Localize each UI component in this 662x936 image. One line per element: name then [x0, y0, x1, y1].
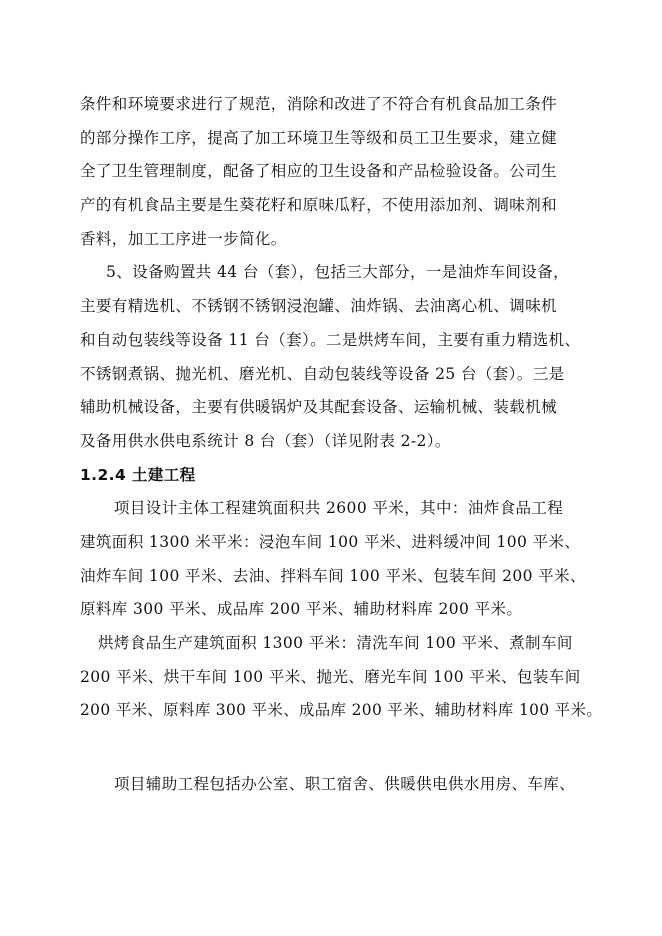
para2-line-1: 5、设备购置共 44 台（套），包括三大部分，一是油炸车间设备， — [106, 263, 569, 281]
para3-line-4: 原料库 300 平米、成品库 200 平米、辅助材料库 200 平米。 — [80, 600, 523, 618]
para4-line-3: 200 平米、原料库 300 平米、成品库 200 平米、辅助材料库 100 平米。 — [80, 701, 603, 719]
para4-line-1: 烘烤食品生产建筑面积 1300 平米：清洗车间 100 平米、煮制车间 — [98, 634, 573, 652]
para1-line-1: 条件和环境要求进行了规范，消除和改进了不符合有机食品加工条件 — [80, 95, 558, 113]
para1-line-4: 产的有机食品主要是生葵花籽和原味瓜籽，不使用添加剂、调味剂和 — [80, 196, 558, 214]
para1-line-5: 香料，加工工序进一步简化。 — [80, 230, 287, 248]
para2-line-3: 和自动包装线等设备 11 台（套）。二是烘烤车间，主要有重力精选机、 — [80, 331, 581, 349]
para2-line-5: 辅助机械设备，主要有供暖锅炉及其配套设备、运输机械、装载机械 — [80, 398, 558, 416]
para2-line-4: 不锈钢煮锅、抛光机、磨光机、自动包装线等设备 25 台（套）。三是 — [80, 365, 565, 383]
para2-line-2: 主要有精选机、不锈钢不锈钢浸泡罐、油炸锅、去油离心机、调味机 — [80, 297, 558, 315]
para1-line-3: 全了卫生管理制度，配备了相应的卫生设备和产品检验设备。公司生 — [80, 162, 558, 180]
para4-line-2: 200 平米、烘干车间 100 平米、抛光、磨光车间 100 平米、包装车间 — [80, 668, 581, 686]
para2-line-6: 及备用供水供电系统计 8 台（套）（详见附表 2-2）。 — [80, 432, 451, 450]
para3-line-3: 油炸车间 100 平米、去油、拌料车间 100 平米、包装车间 200 平米、 — [80, 567, 586, 585]
para5-line-1: 项目辅助工程包括办公室、职工宿舍、供暖供电供水用房、车库、 — [114, 775, 576, 793]
para3-line-1: 项目设计主体工程建筑面积共 2600 平米，其中：油炸食品工程 — [114, 499, 564, 517]
section-heading: 1.2.4 土建工程 — [80, 466, 196, 484]
para3-line-2: 建筑面积 1300 米平米：浸泡车间 100 平米、进料缓冲间 100 平米、 — [80, 533, 581, 551]
para1-line-2: 的部分操作工序，提高了加工环境卫生等级和员工卫生要求，建立健 — [80, 129, 558, 147]
